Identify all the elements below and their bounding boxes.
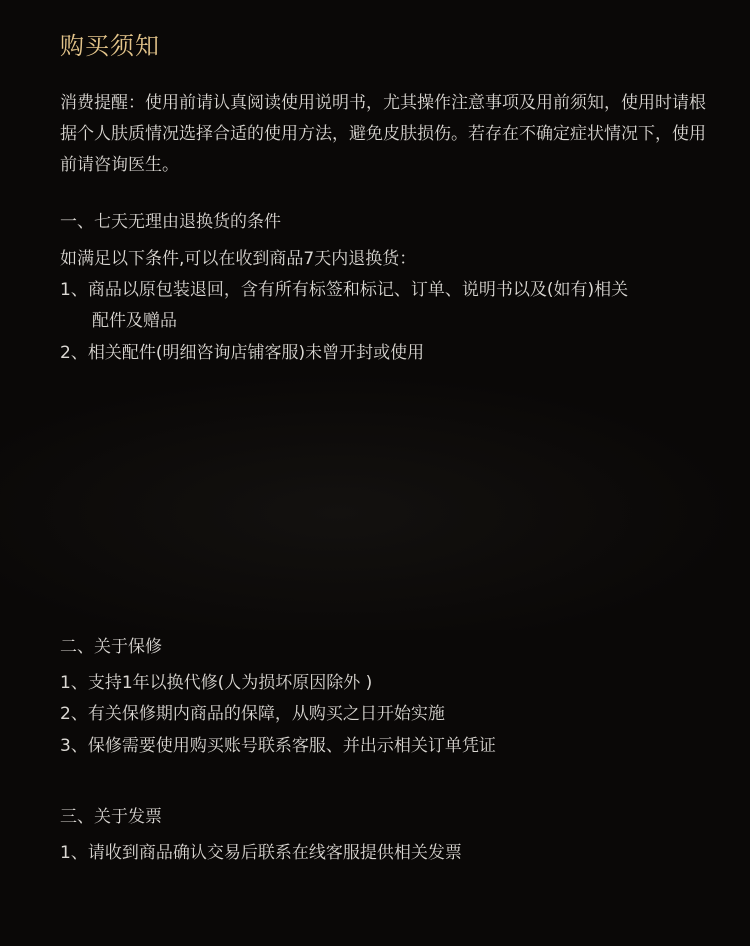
invoice-item-1: 1、请收到商品确认交易后联系在线客服提供相关发票	[60, 843, 462, 863]
return-item-1-cont: 配件及赠品	[92, 311, 177, 331]
return-item-2: 2、相关配件(明细咨询店铺客服)未曾开封或使用	[60, 343, 425, 363]
return-intro: 如满足以下条件,可以在收到商品7天内退换货：	[60, 249, 417, 269]
section-return-heading: 一、七天无理由退换货的条件	[60, 212, 281, 232]
warranty-item-3: 3、保修需要使用购买账号联系客服、并出示相关订单凭证	[60, 736, 496, 756]
page-title: 购买须知	[60, 32, 160, 60]
return-item-1: 1、商品以原包装退回，含有所有标签和标记、订单、说明书以及(如有)相关	[60, 280, 629, 300]
warranty-item-2: 2、有关保修期内商品的保障，从购买之日开始实施	[60, 704, 445, 724]
consumer-notice: 消费提醒：使用前请认真阅读使用说明书，尤其操作注意事项及用前须知，使用时请根据个人肤质情况选择合适的使用方法，避免皮肤损伤。若存在不确定症状情况下，使用前请咨询医生。	[60, 93, 706, 175]
section-warranty-heading: 二、关于保修	[60, 637, 162, 657]
warranty-item-1: 1、支持1年以换代修(人为损坏原因除外 )	[60, 673, 373, 693]
blurred-watermark-area	[0, 370, 750, 630]
section-invoice-heading: 三、关于发票	[60, 807, 162, 827]
